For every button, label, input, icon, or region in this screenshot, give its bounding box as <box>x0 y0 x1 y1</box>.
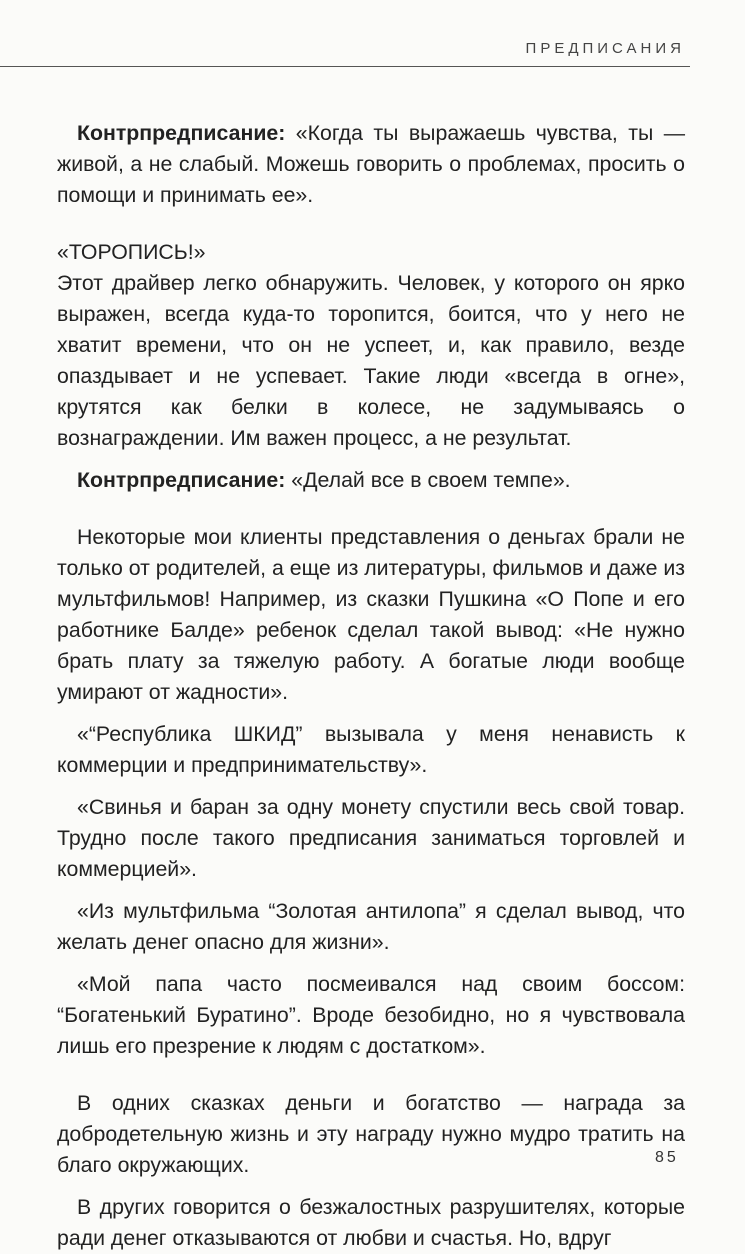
quote-papa-buratino: «Мой папа часто посмеивался над своим боссом: “Богатенький Буратино”. Вроде безобидно, но я чувствовала лишь его презрение к людям с достатком». <box>57 972 685 1058</box>
tales-reward-paragraph: В одних сказках деньги и богатство — награда за добродетельную жизнь и эту награду нужно мудро тратить на благо окружающих. <box>57 1091 685 1177</box>
page-number: 85 <box>655 1149 679 1166</box>
page-body <box>57 118 685 1254</box>
counter-injunction-paragraph <box>57 118 685 211</box>
clients-intro-paragraph: Некоторые мои клиенты представления о деньгах брали не только от родителей, а еще из литературы, фильмов и даже из мультфильмов! Например, из сказки Пушкина «О Попе и его работнике Балде» ребенок сделал такой вывод: «Не нужно брать плату за тяжелую работу. А богатые люди вообще умирают от жадности». <box>57 525 685 704</box>
tales-destroyers-paragraph: В других говорится о безжалостных разрушителях, которые ради денег отказываются от любви и счастья. Но, вдруг <box>57 1195 685 1250</box>
quote-shkid: «“Республика ШКИД” вызывала у меня ненависть к коммерции и предпринимательству». <box>57 722 685 777</box>
running-header: ПРЕДПИСАНИЯ <box>525 40 685 57</box>
counter-injunction-label: Контрпредписание: <box>77 121 286 145</box>
counter-injunction-text-2: «Делай все в своем темпе». <box>285 468 571 492</box>
counter-injunction-paragraph-2 <box>57 465 685 496</box>
quote-golden-antelope: «Из мультфильма “Золотая антилопа” я сделал вывод, что желать денег опасно для жизни». <box>57 899 685 954</box>
counter-injunction-label-2: Контрпредписание: <box>77 468 286 492</box>
quote-pig-and-ram: «Свинья и баран за одну монету спустили весь свой товар. Трудно после такого предписания заниматься торговлей и коммерцией». <box>57 795 685 881</box>
counter-injunction-text: «Когда ты выражаешь чувства, ты — живой, а не слабый. Можешь говорить о проблемах, просить о помощи и принимать ее». <box>57 121 685 207</box>
section-heading-hurry: «ТОРОПИСЬ!» <box>57 240 206 264</box>
hurry-description: Этот драйвер легко обнаружить. Человек, у которого он ярко выражен, всегда куда-то торопится, боится, что у него не хватит времени, что он не успеет, и, как правило, везде опаздывает и не успевает. Такие люди «всегда в огне», крутятся как белки в колесе, не задумываясь о вознаграждении. Им важен процесс, а не результат. <box>57 271 685 450</box>
header-rule <box>0 66 690 67</box>
